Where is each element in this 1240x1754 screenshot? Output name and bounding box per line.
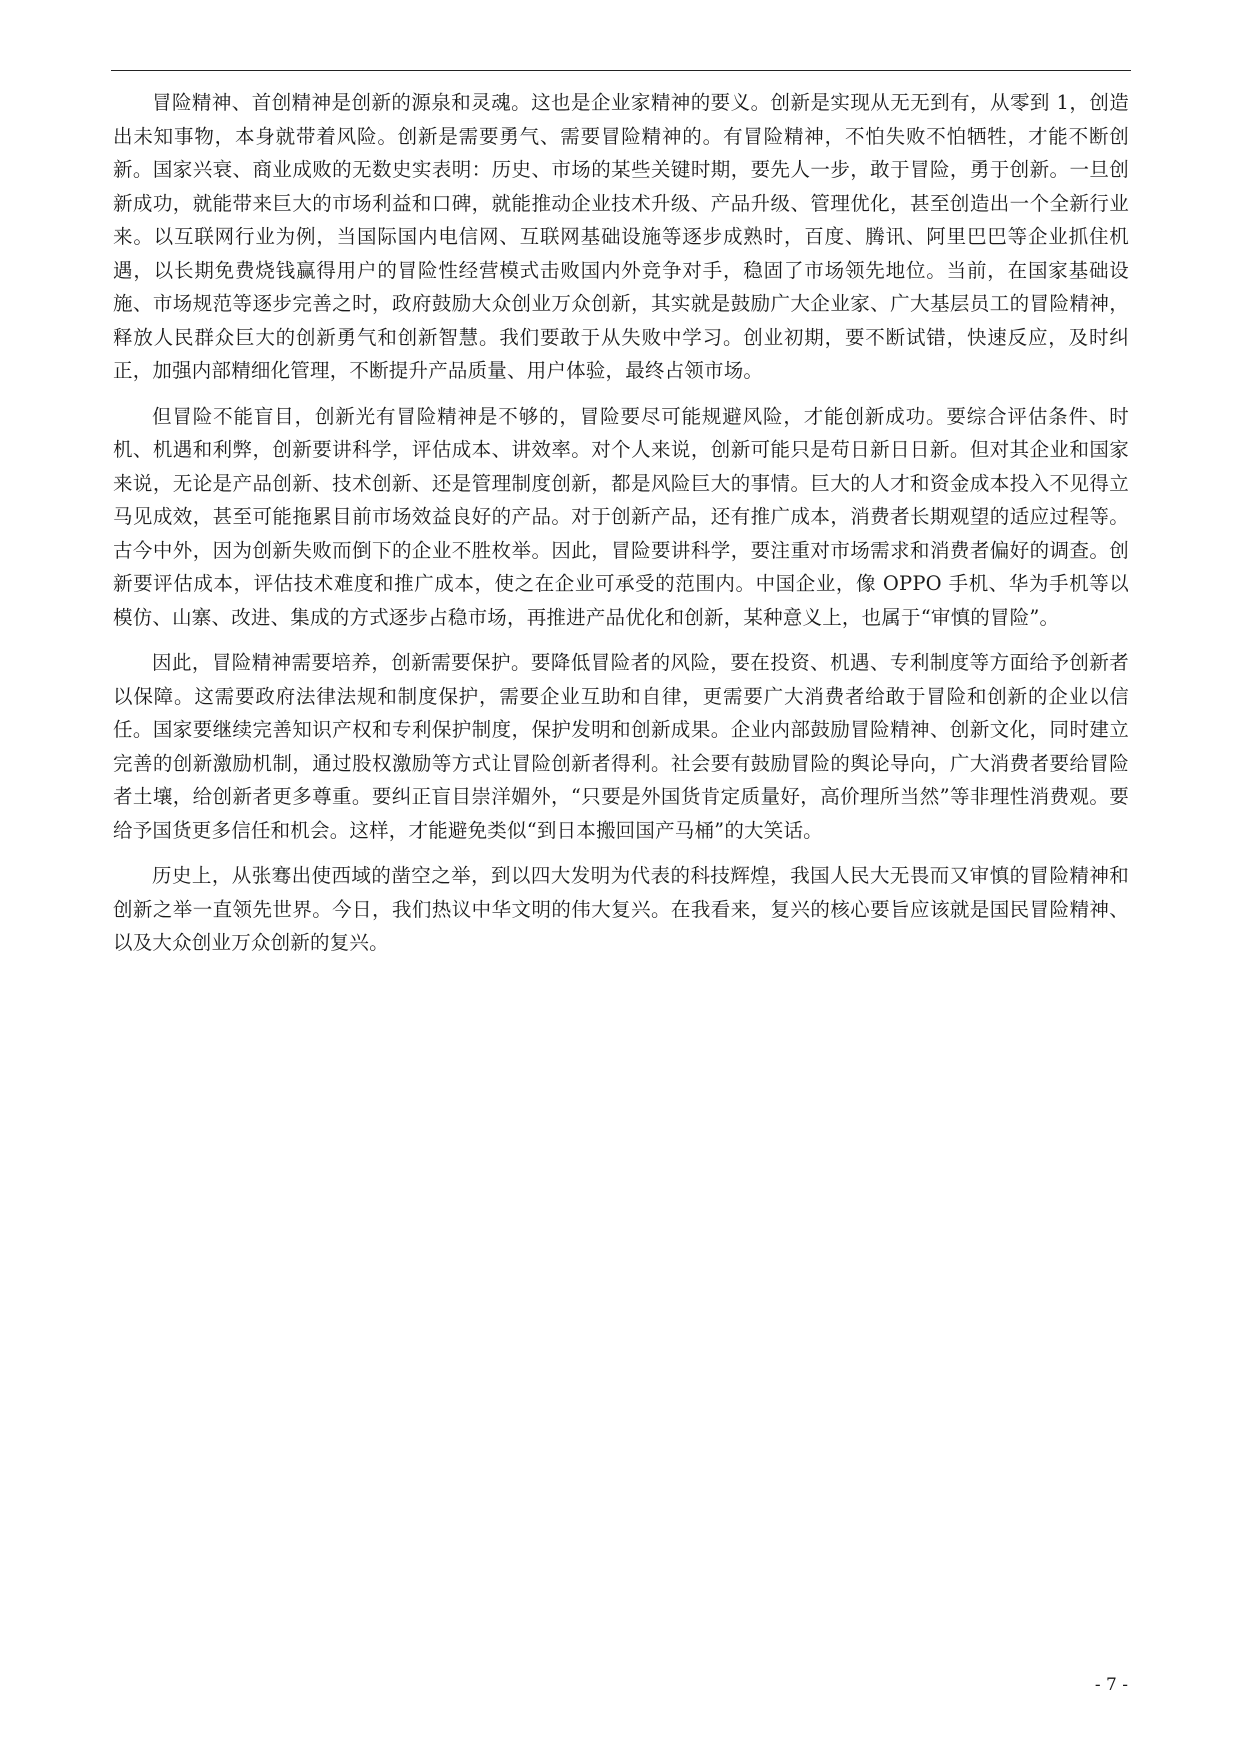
paragraph-3: 因此，冒险精神需要培养，创新需要保护。要降低冒险者的风险，要在投资、机遇、专利制度等方面给予创新者以保障。这需要政府法律法规和制度保护，需要企业互助和自律，更需要广大消费者给敢于冒险和创新的企业以信任。国家要继续完善知识产权和专利保护制度，保护发明和创新成果。企业内部鼓励冒险精神、创新文化，同时建立完善的创新激励机制，通过股权激励等方式让冒险创新者得利。社会要有鼓励冒险的舆论导向，广大消费者要给冒险者土壤，给创新者更多尊重。要纠正盲目崇洋媚外，“只要是外国货肯定质量好，高价理所当然”等非理性消费观。要给予国货更多信任和机会。这样，才能避免类似“到日本搬回国产马桶”的大笑话。: [113, 651, 1129, 842]
page-number: - 7 -: [1094, 1675, 1128, 1695]
paragraph-2: 但冒险不能盲目，创新光有冒险精神是不够的，冒险要尽可能规避风险，才能创新成功。要综合评估条件、时机、机遇和利弊，创新要讲科学，评估成本、讲效率。对个人来说，创新可能只是苟日新日日新。但对其企业和国家来说，无论是产品创新、技术创新、还是管理制度创新，都是风险巨大的事情。巨大的人才和资金成本投入不见得立马见成效，甚至可能拖累目前市场效益良好的产品。对于创新产品，还有推广成本，消费者长期观望的适应过程等。古今中外，因为创新失败而倒下的企业不胜枚举。因此，冒险要讲科学，要注重对市场需求和消费者偏好的调查。创新要评估成本，评估技术难度和推广成本，使之在企业可承受的范围内。中国企业，像 OPPO 手机、华为手机等以模仿、山寨、改进、集成的方式逐步占稳市场，再推进产品优化和创新，某种意义上，也属于“审慎的冒险”。: [113, 404, 1129, 629]
header-rule: [111, 70, 1131, 71]
paragraph-1: 冒险精神、首创精神是创新的源泉和灵魂。这也是企业家精神的要义。创新是实现从无无到有，从零到 1，创造出未知事物，本身就带着风险。创新是需要勇气、需要冒险精神的。有冒险精神，不怕失败不怕牺牲，才能不断创新。国家兴衰、商业成败的无数史实表明：历史、市场的某些关键时期，要先人一步，敢于冒险，勇于创新。一旦创新成功，就能带来巨大的市场利益和口碑，就能推动企业技术升级、产品升级、管理优化，甚至创造出一个全新行业来。以互联网行业为例，当国际国内电信网、互联网基础设施等逐步成熟时，百度、腾讯、阿里巴巴等企业抓住机遇，以长期免费烧钱赢得用户的冒险性经营模式击败国内外竞争对手，稳固了市场领先地位。当前，在国家基础设施、市场规范等逐步完善之时，政府鼓励大众创业万众创新，其实就是鼓励广大企业家、广大基层员工的冒险精神，释放人民群众巨大的创新勇气和创新智慧。我们要敢于从失败中学习。创业初期，要不断试错，快速反应，及时纠正，加强内部精细化管理，不断提升产品质量、用户体验，最终占领市场。: [113, 91, 1129, 382]
paragraph-4: 历史上，从张骞出使西域的凿空之举，到以四大发明为代表的科技辉煌，我国人民大无畏而又审慎的冒险精神和创新之举一直领先世界。今日，我们热议中华文明的伟大复兴。在我看来，复兴的核心要旨应该就是国民冒险精神、以及大众创业万众创新的复兴。: [113, 864, 1129, 954]
document-body: [113, 86, 1129, 972]
